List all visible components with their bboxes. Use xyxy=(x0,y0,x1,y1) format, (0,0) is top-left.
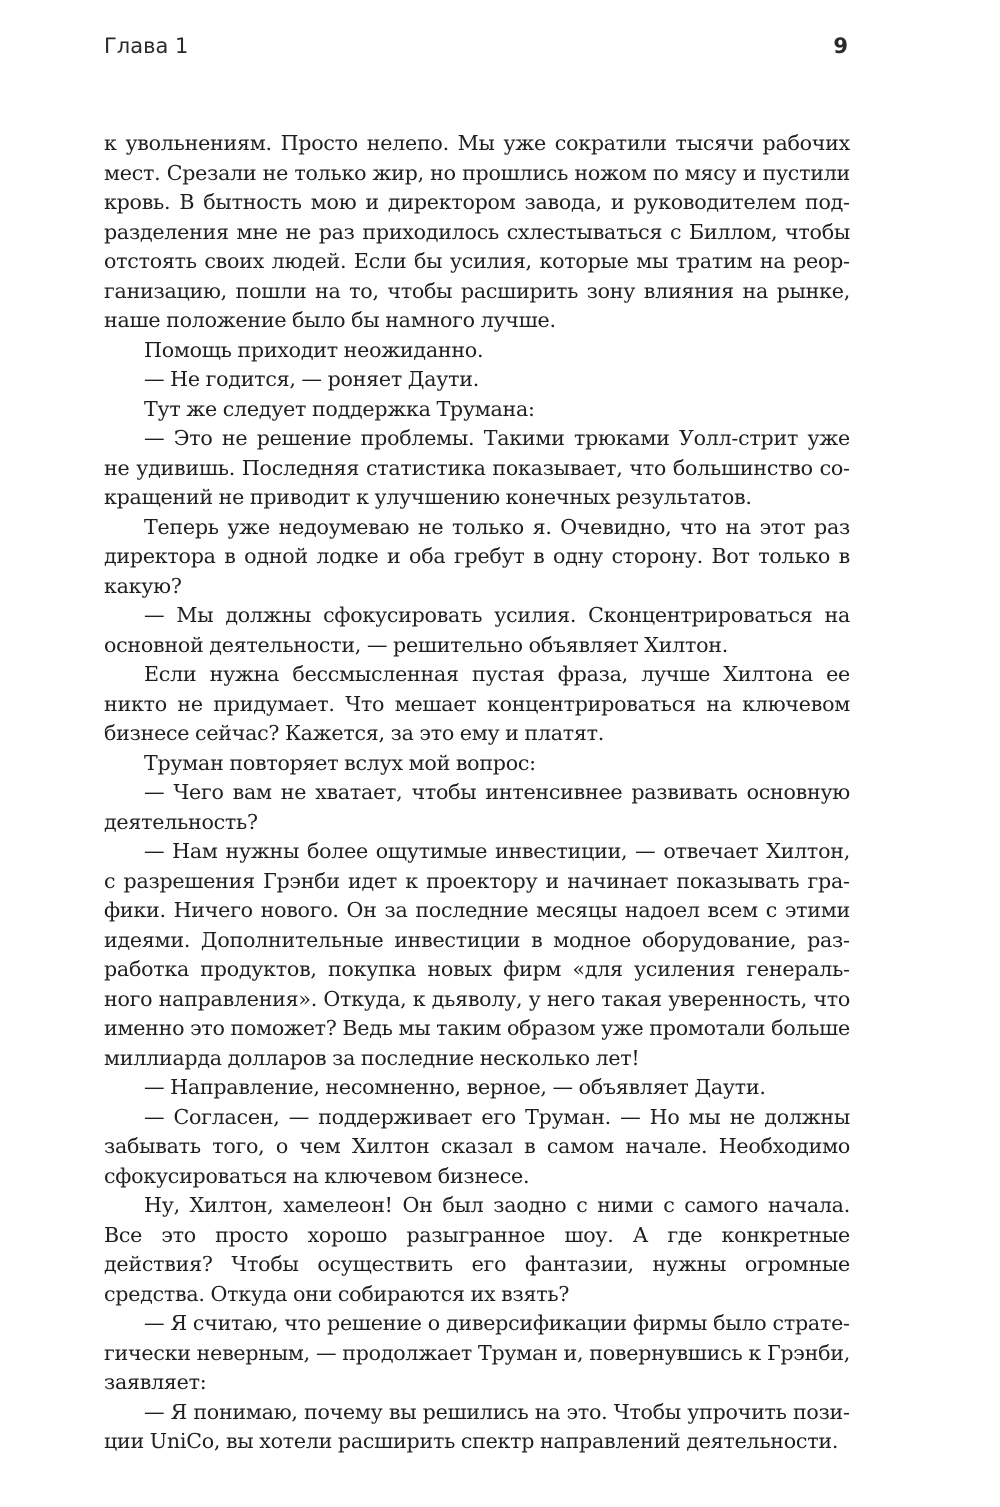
paragraph: Тут же следует поддержка Трумана: xyxy=(144,396,535,421)
paragraph: — Согласен, — поддерживает его Труман. — Но мы не должны забывать того, о чем Хилтон сказал в самом начале. Необходимо сфокусироваться на ключевом бизнесе. xyxy=(104,1104,850,1188)
paragraph: — Не годится, — роняет Даути. xyxy=(144,367,480,391)
page-number: 9 xyxy=(833,34,848,58)
chapter-title: Глава 1 xyxy=(104,34,189,58)
paragraph: Если нужна бессмысленная пустая фраза, лучше Хилтона ее никто не придумает. Что мешает концентрироваться на ключевом бизнесе сейчас? Кажется, за это ему и платят. xyxy=(104,662,850,745)
paragraph: — Я считаю, что решение о диверсификации фирмы было стратегически неверным, — продолжает Труман и, повернувшись к Грэнби, заявляет: xyxy=(104,1311,850,1394)
paragraph: Труман повторяет вслух мой вопрос: xyxy=(144,750,536,775)
paragraph: Теперь уже недоумеваю не только я. Очевидно, что на этот раз директора в одной лодке и оба гребут в одну сторону. Вот только в какую? xyxy=(104,514,850,598)
paragraph: Ну, Хилтон, хамелеон! Он был заодно с ними с самого начала. Все это просто хорошо разыгранное шоу. А где конкретные действия? Чтобы осуществить его фантазии, нужны огромные средства. Откуда они собираются их взять? xyxy=(104,1193,850,1306)
paragraph: — Это не решение проблемы. Такими трюками Уолл-стрит уже не удивишь. Последняя статистика показывает, что большинство сокращений не приводит к улучшению конечных результатов. xyxy=(104,426,850,509)
paragraph: — Нам нужны более ощутимые инвестиции, — отвечает Хилтон, с разрешения Грэнби идет к проектору и начинает показывать графики. Ничего нового. Он за последние месяцы надоел всем с этими идеями. Дополнительные инвестиции в модное оборудование, разработка продуктов, покупка новых фирм «для усиления генерального направления». Откуда, к дьяволу, у него такая уверенность, что именно это поможет? Ведь мы таким образом уже промотали больше миллиарда долларов за последние несколько лет! xyxy=(104,839,850,1070)
paragraph: — Чего вам не хватает, чтобы интенсивнее развивать основную деятельность? xyxy=(104,780,850,834)
paragraph: Помощь приходит неожиданно. xyxy=(144,337,484,362)
paragraph: — Мы должны сфокусировать усилия. Сконцентрироваться на основной деятельности, — решительно объявляет Хилтон. xyxy=(104,603,850,657)
running-header xyxy=(104,34,848,64)
paragraph: — Направление, несомненно, верное, — объявляет Даути. xyxy=(144,1075,766,1099)
paragraph: к увольнениям. Просто нелепо. Мы уже сократили тысячи рабочих мест. Срезали не только жир, но прошлись ножом по мясу и пустили кровь. В бытность мою и директором завода, и руководителем подразделения мне не раз приходилось схлестываться с Биллом, чтобы отстоять своих людей. Если бы усилия, которые мы тратим на реорганизацию, пошли на то, чтобы расширить зону влияния на рынке, наше положение было бы намного лучше. xyxy=(104,131,850,332)
body-text xyxy=(104,129,850,1457)
paragraph: — Я понимаю, почему вы решились на это. Чтобы упрочить позиции UniCo, вы хотели расширить спектр направлений деятельности. xyxy=(104,1399,850,1453)
